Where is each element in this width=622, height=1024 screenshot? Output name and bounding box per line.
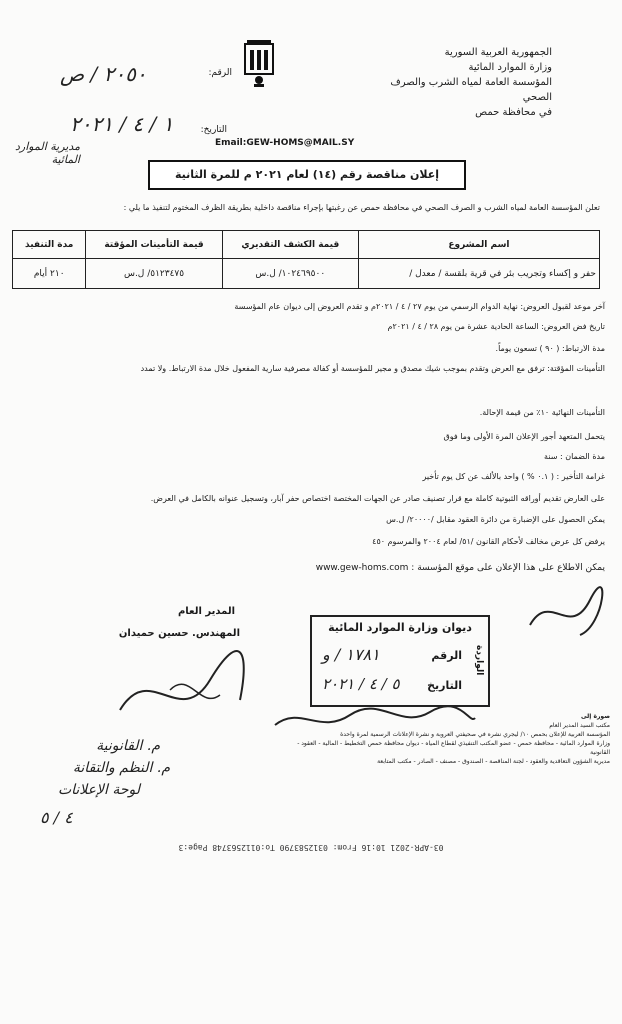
stamp-number-value: ١٧٨١ / و bbox=[322, 645, 380, 664]
ads-cost-text: يتحمل المتعهد أجور الإعلان المرة الأولى وما فوق bbox=[443, 432, 605, 441]
distribution-list bbox=[280, 712, 610, 766]
col-estimate: قيمة الكشف التقديري bbox=[222, 231, 358, 259]
date-value: ١ / ٤ / ٢٠٢١ bbox=[70, 112, 174, 136]
col-duration: مدة التنفيذ bbox=[13, 231, 86, 259]
ministry-name: وزارة الموارد المائية bbox=[468, 62, 552, 73]
cell-estimate: ١٠٢٤٦٩٥٠٠/ ل.س bbox=[222, 259, 358, 289]
institution-line2: في محافظة حمص bbox=[475, 107, 552, 118]
ministry-logo-icon bbox=[244, 40, 274, 88]
country-name: الجمهورية العربية السورية bbox=[444, 47, 552, 58]
col-project: اسم المشروع bbox=[358, 231, 599, 259]
margin-note: مديرية الموارد المائية bbox=[15, 140, 80, 166]
documents-text: على العارض تقديم أوراقه الثبوتية كاملة مع قرار تصنيف صادر عن الجهات المختصة اختصاص حفر آبار، وتسجيل عنوانه بالكامل في العرض. bbox=[150, 494, 605, 503]
stamp-number-label: الرقم bbox=[431, 649, 462, 662]
distribution-item: المؤسسة العربية للإعلان بحمص ١٠/ ليجري نشره في صحيفتي العروبة و نشرة الإعلانات الرسمية لمرة واحدة bbox=[340, 731, 610, 738]
announcement-title: إعلان مناقصة رقم (١٤) لعام ٢٠٢١ م للمرة الثانية bbox=[174, 168, 440, 181]
intro-text: تعلن المؤسسة العامة لمياه الشرب و الصرف الصحي في محافظة حمص عن رغبتها بإجراء مناقصة داخلية بطريقة الظرف المختوم لتنفيذ ما يلي : bbox=[123, 203, 600, 212]
cell-guarantee: ٥١٢٣٤٧٥/ ل.س bbox=[86, 259, 222, 289]
validity-text: مدة الارتباط: ( ٩٠ ) تسعون يوماً. bbox=[495, 344, 605, 353]
ref-value: ٢٠٥٠ / ص bbox=[60, 62, 147, 86]
distribution-item: مكتب السيد المدير العام bbox=[549, 722, 610, 729]
handwritten-note-2: م. النظم والتقانة bbox=[72, 760, 170, 776]
cell-project: حفر و إكساء وتجريب بئر في قرية بلقسة / معدل / bbox=[358, 259, 599, 289]
tender-table bbox=[12, 230, 600, 289]
distribution-item: وزارة الموارد المائية - محافظة حمص - عضو المكتب التنفيذي لقطاع المياه - ديوان محافظة حمص التخطيط - المالية - العقود - القانونية bbox=[297, 740, 610, 756]
penalty-text: غرامة التأخير : ( ٠.١ % ) واحد بالألف عن كل يوم تأخير bbox=[422, 472, 605, 481]
website-text: يمكن الاطلاع على هذا الإعلان على موقع المؤسسة : www.gew-homs.com bbox=[315, 563, 605, 573]
stamp-title: ديوان وزارة الموارد المائية bbox=[328, 621, 472, 634]
stamp-vertical: الواردة bbox=[474, 645, 484, 676]
rejection-text: يرفض كل عرض مخالف لأحكام القانون /٥١/ لعام ٢٠٠٤ والمرسوم ٤٥٠ bbox=[372, 537, 605, 546]
distribution-heading: صورة إلى bbox=[580, 713, 610, 720]
fax-footer: 03-APR-2021 10:16 From: 0312583790 To:0112563748 Page:3 bbox=[178, 843, 444, 852]
table-header-row bbox=[13, 231, 600, 259]
signature-scribble-icon bbox=[110, 640, 260, 730]
signature-name: المهندس. حسين حميدان bbox=[118, 628, 240, 639]
opening-text: تاريخ فض العروض: الساعة الحادية عشرة من يوم ٢٨ / ٤ / ٢٠٢١م bbox=[387, 322, 605, 331]
handwritten-fraction: ٤ / ٥ bbox=[40, 808, 73, 827]
deadline-text: آخر موعد لقبول العروض: نهاية الدوام الرسمي من يوم ٢٧ / ٤ / ٢٠٢١م و تقدم العروض إلى ديوان عام المؤسسة bbox=[234, 302, 605, 311]
receipt-stamp bbox=[310, 615, 490, 707]
margin-signature-icon bbox=[520, 585, 610, 645]
header-institution bbox=[362, 45, 552, 120]
handwritten-note-3: لوحة الإعلانات bbox=[57, 782, 140, 798]
ref-label: الرقم: bbox=[208, 68, 232, 78]
warranty-text: مدة الضمان : سنة bbox=[544, 452, 605, 461]
title-box bbox=[148, 160, 466, 190]
booklet-text: يمكن الحصول على الإضبارة من دائرة العقود مقابل /٢٠٠٠٠/ ل.س bbox=[386, 515, 605, 524]
date-label: التاريخ: bbox=[200, 125, 227, 135]
temp-guarantee-text: التأمينات المؤقتة: ترفق مع العرض وتقدم بموجب شيك مصدق و مجير للمؤسسة أو كفالة مصرفية سارية المفعول خلال مدة الارتباط. ولا تمدد bbox=[140, 364, 605, 373]
stamp-date-value: ٥ / ٤ / ٢٠٢١ bbox=[322, 675, 400, 693]
handwritten-note-1: م. القانونية bbox=[96, 738, 160, 754]
distribution-item: مديرية الشؤون التعاقدية والعقود - لجنة المناقصة - الصندوق - مصنف - الصادر - مكتب المتابعة bbox=[377, 758, 610, 765]
email-address: Email:GEW-HOMS@MAIL.SY bbox=[215, 138, 355, 148]
cell-duration: ٢١٠ أيام bbox=[13, 259, 86, 289]
signature-role: المدير العام bbox=[177, 606, 235, 617]
final-guarantee-text: التأمينات النهائية ١٠٪ من قيمة الإحالة. bbox=[479, 408, 605, 417]
institution-line1: المؤسسة العامة لمياه الشرب والصرف الصحي bbox=[390, 77, 552, 103]
col-guarantee: قيمة التأمينات المؤقتة bbox=[86, 231, 222, 259]
stamp-date-label: التاريخ bbox=[427, 679, 462, 692]
table-row bbox=[13, 259, 600, 289]
